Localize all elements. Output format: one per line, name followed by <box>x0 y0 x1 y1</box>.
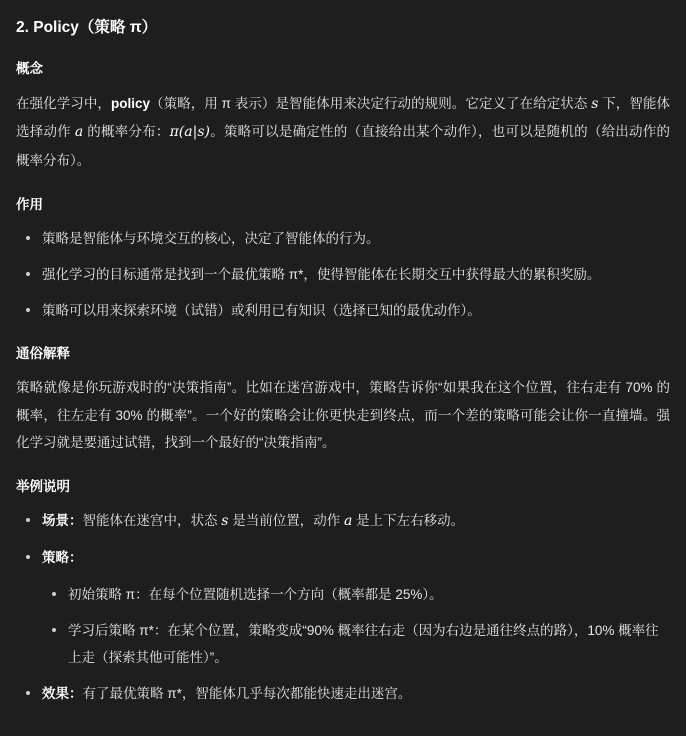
concept-paragraph <box>16 90 670 175</box>
math-action-a: a <box>74 124 84 141</box>
example-scene-text-2: 是当前位置，动作 <box>228 513 344 529</box>
concept-text-2: （策略，用 π 表示）是智能体用来决定行动的规则。它定义了在给定状态 <box>149 95 592 111</box>
list-item <box>16 297 670 324</box>
heading-example: 举例说明 <box>16 479 70 495</box>
concept-text-1: 在强化学习中， <box>16 95 111 111</box>
role-item-text: 强化学习的目标通常是找到一个最优策略 π*，使得智能体在长期交互中获得最大的累积奖励。 <box>42 266 601 282</box>
concept-text-5: 。策略可以是确定性的（直接给出某个动作），也可以是随机的（给出动作的概率分布）。 <box>16 124 670 168</box>
example-label-scene: 场景： <box>42 513 83 529</box>
role-item-text: 策略是智能体与环境交互的核心，决定了智能体的行为。 <box>42 230 380 246</box>
list-item <box>42 617 670 671</box>
concept-text-3: 下，智能体选择动作 <box>16 95 670 140</box>
math-state-s: s <box>221 513 229 530</box>
math-state-s: s <box>591 95 599 112</box>
plain-explanation-paragraph: 策略就像是你玩游戏时的“决策指南”。比如在迷宫游戏中，策略告诉你“如果我在这个位置，往右走有 70% 的概率，往左走有 30% 的概率”。一个好的策略会让你更快走到终点，而一个差的策略可能会让你一直撞墙。强化学习就是要通过试错，找到一个最好的“决策指南”。 <box>16 380 670 451</box>
example-scene-text-1: 智能体在迷宫中，状态 <box>82 513 222 529</box>
concept-term-policy: policy <box>110 95 150 111</box>
example-effect-text: 有了最优策略 π*，智能体几乎每次都能快速走出迷宫。 <box>82 686 412 702</box>
list-item <box>16 225 670 252</box>
example-policy-initial: 初始策略 π：在每个位置随机选择一个方向（概率都是 25%）。 <box>68 587 443 603</box>
heading-concept: 概念 <box>16 61 43 77</box>
heading-role: 作用 <box>16 196 43 212</box>
example-label-effect: 效果： <box>42 686 83 702</box>
example-list <box>16 507 670 707</box>
example-scene-text-3: 是上下左右移动。 <box>352 513 465 529</box>
math-pi-a-given-s: π(a|s) <box>169 124 210 141</box>
example-policy-learned: 学习后策略 π*：在某个位置，策略变成“90% 概率往右走（因为右边是通往终点的路），10% 概率往上走（探索其他可能性）”。 <box>68 623 659 666</box>
heading-plain-explanation: 通俗解释 <box>16 345 70 361</box>
concept-text-4: 的概率分布： <box>83 124 170 140</box>
example-label-policy: 策略： <box>42 550 83 566</box>
role-list <box>16 225 670 324</box>
list-item <box>16 680 670 707</box>
list-item <box>16 261 670 288</box>
list-item <box>42 581 670 608</box>
math-action-a: a <box>343 513 353 530</box>
role-item-text: 策略可以用来探索环境（试错）或利用已有知识（选择已知的最优动作）。 <box>42 302 481 318</box>
example-policy-sublist <box>42 581 670 671</box>
list-item <box>16 507 670 535</box>
page-title: 2. Policy（策略 π） <box>16 19 158 36</box>
list-item <box>16 544 670 671</box>
